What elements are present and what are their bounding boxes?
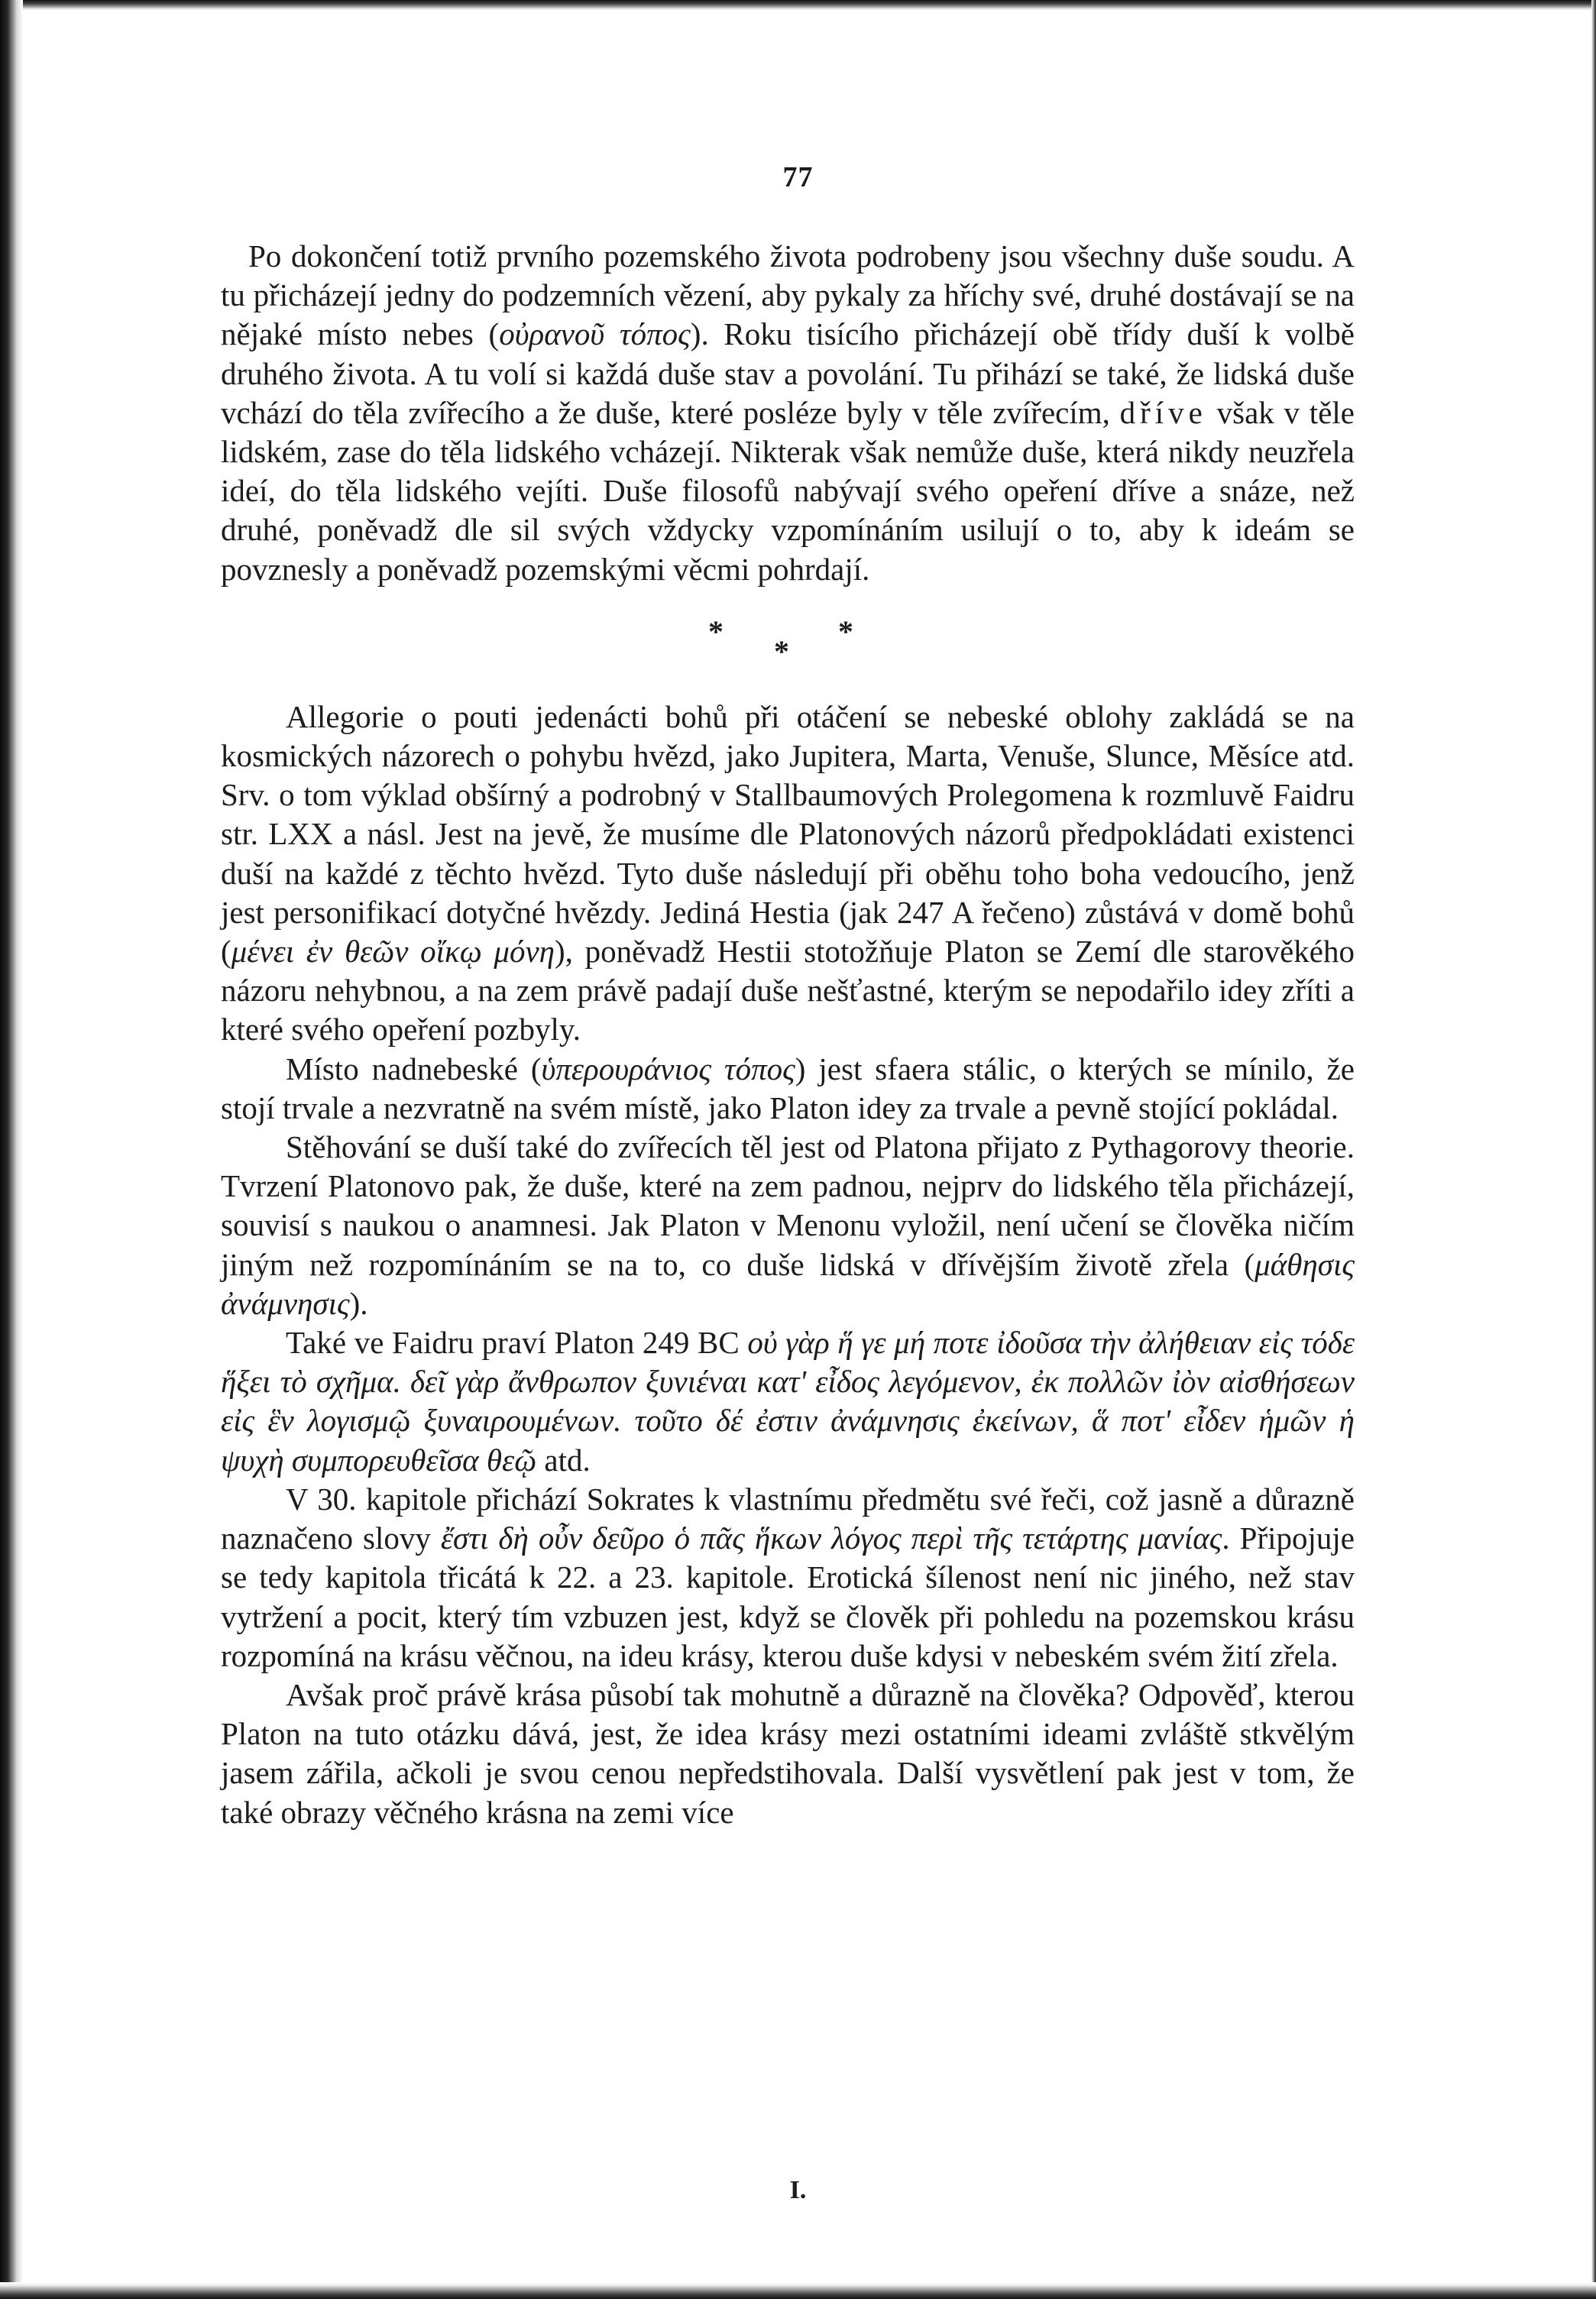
paragraph-4	[221, 1128, 1355, 1323]
paragraph-7	[221, 1676, 1355, 1832]
page-number: 77	[782, 161, 814, 193]
paragraph-6	[221, 1480, 1355, 1676]
asterisk: *	[708, 614, 724, 649]
greek-phrase: οὐρανοῦ τόπος	[499, 316, 691, 352]
scan-edge-top	[0, 0, 1596, 11]
paragraph-text: ).	[349, 1285, 368, 1321]
body-text	[221, 237, 1355, 1832]
paragraph-2	[221, 698, 1355, 1050]
paragraph-text: Allegorie o pouti jedenácti bohů při otáčení se nebeské oblohy zakládá se na kosmických názorech o pohybu hvězd, jako Jupitera, Marta, Venuše, Slunce, Měsíce atd. Srv. o tom výklad obšírný a podrobný v Stallbaumových Prolegomena k rozmluvě Faidru str. LXX a násl. Jest na jevě, že musíme dle Platonových názorů předpokládati existenci duší na každé z těchto hvězd. Tyto duše následují při oběhu toho boha vedoucího, jenž jest personifikací dotyčné hvězdy. Jediná Hestia (jak 247 A řečeno) zůstává v domě bohů (	[221, 698, 1355, 970]
scan-edge-bottom	[0, 2282, 1596, 2299]
paragraph-text: Avšak proč právě krása působí tak mohutně a důrazně na člověka? Odpověď, kterou Platon na tuto otázku dává, jest, že idea krásy mezi ostatními ideami zvláště stkvělým jasem zářila, ačkoli je svou cenou nepředstihovala. Další vysvětlení pak jest v tom, že také obrazy věčného krásna na zemi více	[221, 1676, 1355, 1830]
paragraph-text: V 30. kapitole přichází Sokrates k vlastnímu předmětu své řeči, což jasně a důrazně naznačeno slovy	[221, 1481, 1355, 1556]
greek-phrase: μάθησις ἀνάμνησις	[221, 1246, 1355, 1321]
paragraph-text: Stěhování se duší také do zvířecích těl jest od Platona přijato z Pythagorovy theorie. Tvrzení Platonovo pak, že duše, které na zem padnou, nejprv do lidského těla přicházejí, souvisí s naukou o anamnesi. Jak Platon v Menonu vyložil, není učení se člověka ničím jiným než rozpomínáním se na to, co duše lidská v dřívějším životě zřela (	[221, 1129, 1355, 1282]
paragraph-text: atd.	[536, 1442, 591, 1478]
asterisk: *	[774, 633, 789, 669]
paragraph-text: ), poněvadž Hestii stotožňuje Platon se Zemí dle starověkého názoru nehybnou, a na zem právě padají duše nešťastné, kterým se nepodařilo idey zříti a které svého opeření pozbyly.	[221, 934, 1355, 1048]
paragraph-text: Místo nadnebeské (	[286, 1051, 542, 1086]
scan-edge-right	[1591, 0, 1596, 2299]
paragraph-text: ). Roku tisícího přicházejí obě třídy duší k volbě druhého života. A tu volí si každá duše stav a povolání. Tu přihází se také, že lidská duše vchází do těla zvířecího a že duše, které posléze byly v těle zvířecím,	[221, 316, 1355, 430]
asterisk: *	[838, 614, 853, 649]
paragraph-text: Také ve Faidru praví Platon 249 BC	[286, 1325, 748, 1361]
scan-edge-left	[0, 0, 23, 2299]
spaced-emphasis: dříve	[1119, 394, 1207, 430]
paragraph-3	[221, 1050, 1355, 1128]
section-separator	[221, 604, 1355, 688]
greek-quotation: οὐ γὰρ ἥ γε μή ποτε ἰδοῦσα τὴν ἀλήθειαν εἰς τόδε ἥξει τὸ σχῆμα. δεῖ γὰρ ἄνθρωπον ξυνιέναι κατ' εἶδος λεγόμενον, ἐκ πολλῶν ἰὸν αἰσθήσεων εἰς ἓν λογισμῷ ξυναιρουμένων. τοῦτο δέ ἐστιν ἀνάμνησις ἐκείνων, ἅ ποτ' εἶδεν ἡμῶν ἡ ψυχὴ συμπορευθεῖσα θεῷ	[221, 1325, 1355, 1478]
paragraph-text: ) jest sfaera stálic, o kterých se mínilo, že stojí trvale a nezvratně na svém místě, jako Platon idey za trvale a pevně stojící pokládal.	[221, 1051, 1355, 1125]
paragraph-text: . Připojuje se tedy kapitola třicátá k 22. a 23. kapitole. Erotická šílenost není nic jiného, než stav vytržení a pocit, který tím vzbuzen jest, když se člověk při pohledu na pozemskou krásu rozpomíná na krásu věčnou, na ideu krásy, kterou duše kdysi v nebeském svém žití zřela.	[221, 1520, 1355, 1673]
printer-signature: I.	[789, 2176, 807, 2204]
paragraph-text: však v těle lidském, zase do těla lidského vcházejí. Nikterak však nemůže duše, která nikdy neuzřela ideí, do těla lidského vejíti. Duše filosofů nabývají svého opeření dříve a snáze, než druhé, poněvadž dle sil svých vždycky vzpomínáním usilují o to, aby k ideám se povznesly a poněvadž pozemskými věcmi pohrdají.	[221, 394, 1355, 587]
greek-phrase: μένει ἐν θεῶν οἴκῳ μόνη	[231, 934, 555, 970]
paragraph-1	[221, 237, 1355, 589]
paragraph-5	[221, 1323, 1355, 1480]
greek-quotation: ἔστι δὴ οὖν δεῦρο ὁ πᾶς ἥκων λόγος περὶ τῆς τετάρτης μανίας	[440, 1520, 1222, 1556]
greek-phrase: ὑπερουράνιος τόπος	[541, 1051, 795, 1086]
paragraph-text: Po dokončení totiž prvního pozemského života podrobeny jsou všechny duše soudu. A tu přicházejí jedny do podzemních vězení, aby pykaly za hříchy své, druhé dostávají se na nějaké místo nebes (	[221, 238, 1355, 352]
